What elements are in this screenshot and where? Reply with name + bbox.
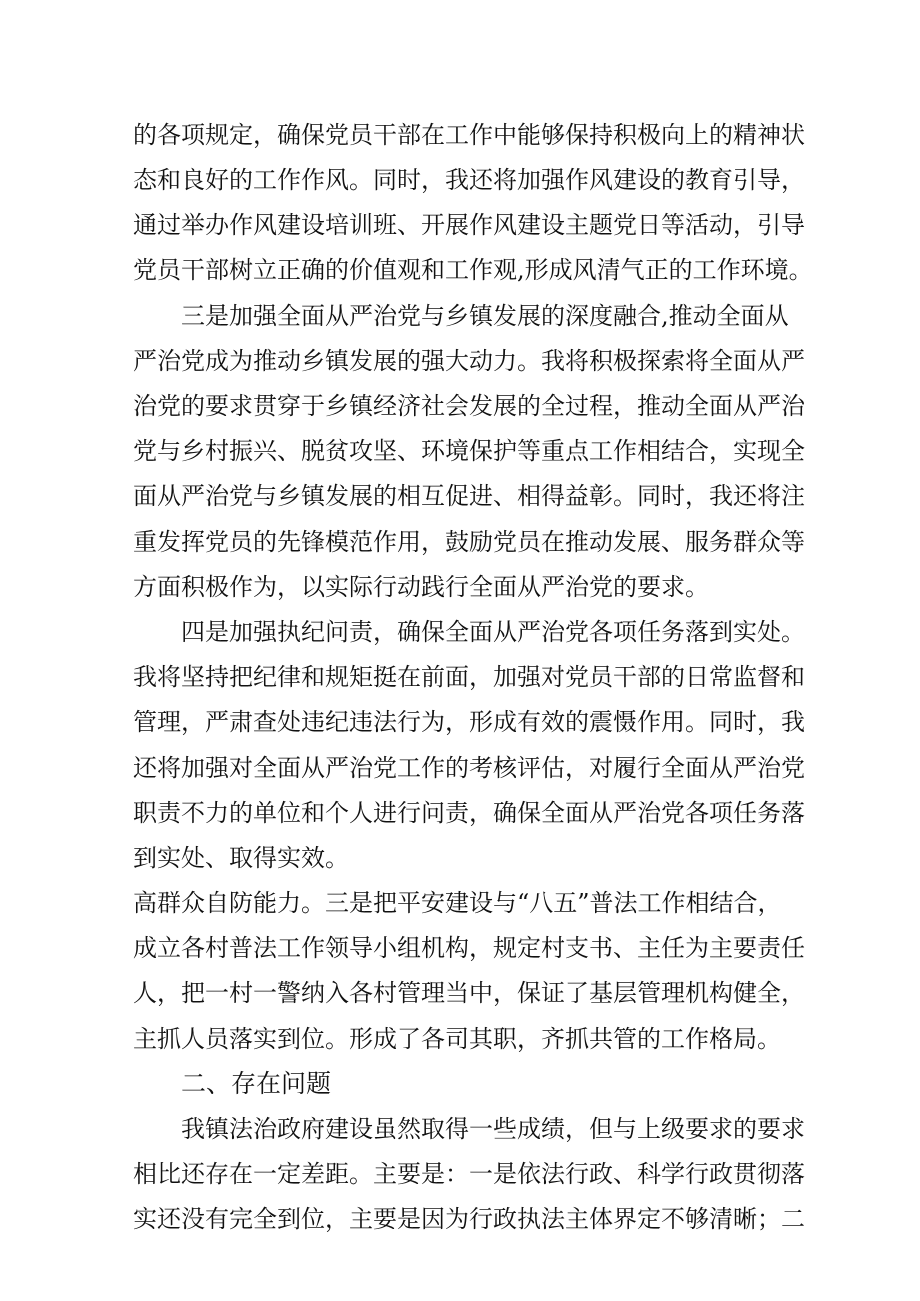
text-line: 实还没有完全到位，主要是因为行政执法主体界定不够清晰；二 (133, 1205, 805, 1233)
text-line: 态和良好的工作作风。同时，我还将加强作风建设的教育引导， (133, 166, 805, 194)
text-line: 党员干部树立正确的价值观和工作观,形成风清气正的工作环境。 (133, 256, 813, 284)
text-line: 相比还存在一定差距。主要是：一是依法行政、科学行政贯彻落 (133, 1160, 805, 1188)
text-line: 还将加强对全面从严治党工作的考核评估，对履行全面从严治党 (133, 754, 805, 782)
text-line: 我将坚持把纪律和规矩挺在前面，加强对党员干部的日常监督和 (133, 663, 805, 691)
text-line: 面从严治党与乡镇发展的相互促进、相得益彰。同时，我还将注 (133, 482, 805, 510)
text-line: 的各项规定，确保党员干部在工作中能够保持积极向上的精神状 (133, 121, 805, 149)
paragraph-start-line: 我镇法治政府建设虽然取得一些成绩，但与上级要求的要求 (181, 1115, 805, 1143)
text-line: 通过举办作风建设培训班、开展作风建设主题党日等活动，引导 (133, 211, 805, 239)
paragraph-start-line: 三是加强全面从严治党与乡镇发展的深度融合,推动全面从 (181, 302, 789, 330)
text-line: 成立各村普法工作领导小组机构，规定村支书、主任为主要责任 (133, 934, 805, 962)
text-line: 到实处、取得实效。 (133, 844, 349, 872)
paragraph-start-line: 四是加强执纪问责，确保全面从严治党各项任务落到实处。 (181, 618, 805, 646)
text-line: 人，把一村一警纳入各村管理当中，保证了基层管理机构健全， (133, 979, 805, 1007)
text-line: 主抓人员落实到位。形成了各司其职，齐抓共管的工作格局。 (133, 1025, 781, 1053)
section-heading: 二、存在问题 (181, 1069, 332, 1098)
text-line: 严治党成为推动乡镇发展的强大动力。我将积极探索将全面从严 (133, 347, 805, 375)
text-line: 管理，严肃查处违纪违法行为，形成有效的震慑作用。同时，我 (133, 708, 805, 736)
text-line: 高群众自防能力。三是把平安建设与“八五”普法工作相结合， (133, 889, 782, 917)
text-line: 方面积极作为，以实际行动践行全面从严治党的要求。 (133, 573, 709, 601)
text-line: 党与乡村振兴、脱贫攻坚、环境保护等重点工作相结合，实现全 (133, 437, 805, 465)
text-line: 职责不力的单位和个人进行问责，确保全面从严治党各项任务落 (133, 799, 805, 827)
text-line: 重发挥党员的先锋模范作用，鼓励党员在推动发展、服务群众等 (133, 528, 805, 556)
text-line: 治党的要求贯穿于乡镇经济社会发展的全过程，推动全面从严治 (133, 392, 805, 420)
